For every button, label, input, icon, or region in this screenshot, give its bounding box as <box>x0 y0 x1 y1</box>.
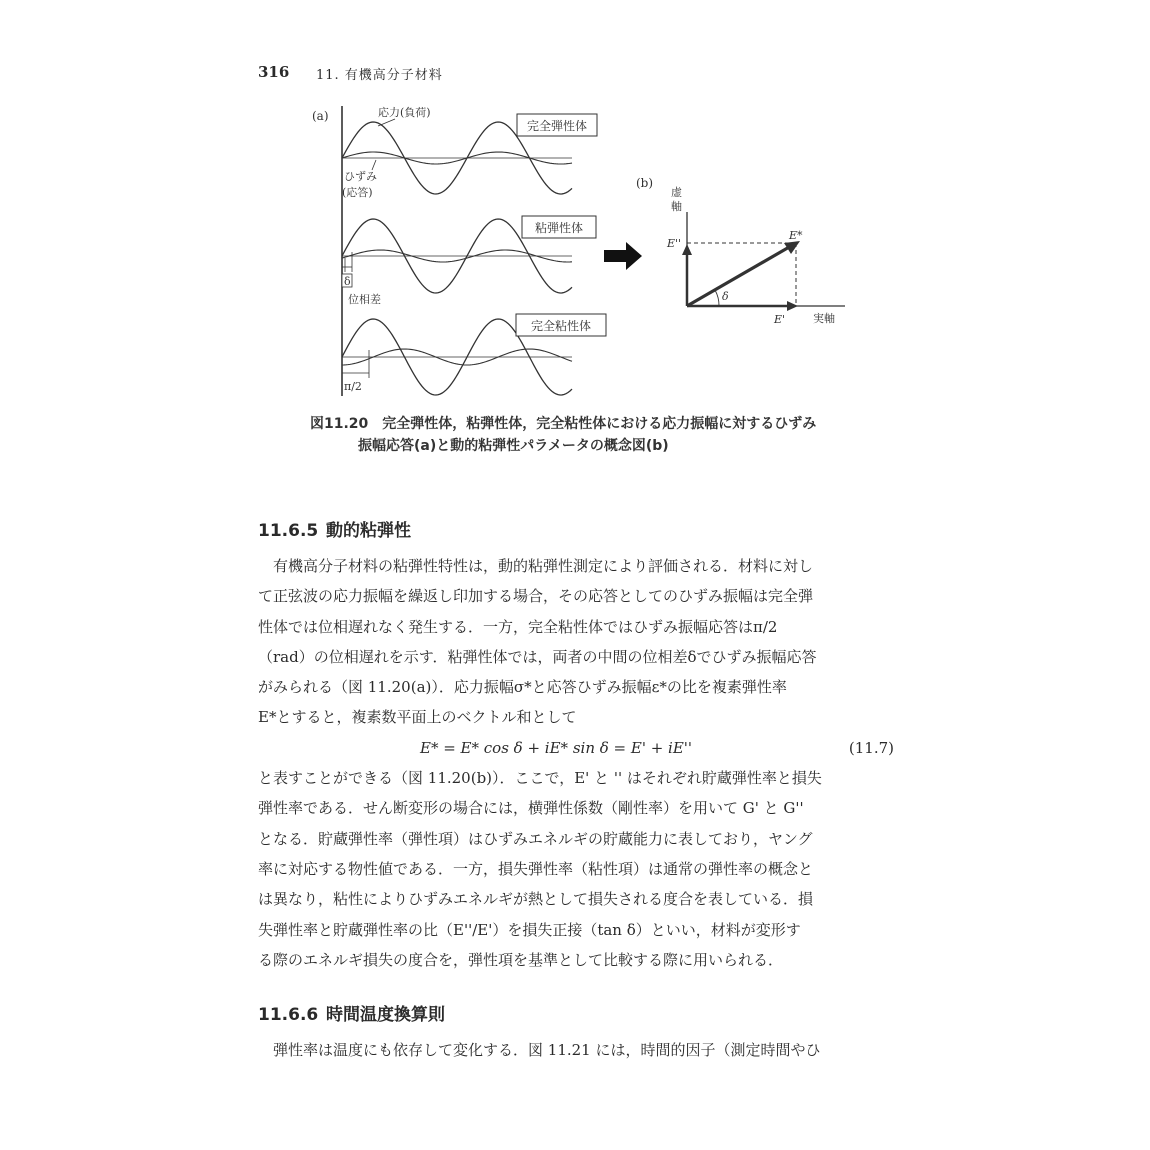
e-double-prime-label: E'' <box>667 237 682 250</box>
arrow-right-icon <box>604 242 642 270</box>
panel-a-label: (a) <box>312 109 329 123</box>
e-prime-label: E' <box>774 313 786 326</box>
label-viscoelastic: 粘弾性体 <box>534 221 584 235</box>
body-line: となる．貯蔵弾性率（弾性項）はひずみエネルギの貯蔵能力に表しており，ヤング <box>258 829 813 848</box>
e-star-label: E* <box>789 229 803 242</box>
section-11-6-6-body <box>258 1035 894 1065</box>
pi-half-label: π/2 <box>344 380 362 393</box>
section-heading-11-6-6 <box>258 1000 445 1025</box>
caption-line-2: 振幅応答(a)と動的粘弾性パラメータの概念図(b) <box>358 438 669 454</box>
imag-axis-label-1: 虚 <box>671 186 682 199</box>
delta-symbol-a: δ <box>344 275 351 288</box>
body-line: がみられる（図 11.20(a)）．応力振幅σ*と応答ひずみ振幅ε*の比を複素弾性率 <box>258 678 787 697</box>
section-title: 時間温度換算則 <box>326 1005 445 1025</box>
delta-symbol-b: δ <box>722 290 729 303</box>
page-number: 316 <box>258 63 290 81</box>
equation: E* = E* cos δ + iE* sin δ = E' + iE'' <box>420 738 693 757</box>
body-line: E*とすると，複素数平面上のベクトル和として <box>258 708 577 727</box>
section-number: 11.6.5 <box>258 521 319 541</box>
panel-b-label: (b) <box>636 176 654 190</box>
body-line: は異なり，粘性によりひずみエネルギが熱として損失される度合を表している．損 <box>258 890 814 909</box>
label-perfectly-elastic: 完全弾性体 <box>526 119 588 133</box>
section-11-6-5-body <box>258 551 894 975</box>
imag-axis-label-2: 軸 <box>671 200 682 213</box>
body-line: る際のエネルギ損失の度合を，弾性項を基準として比較する際に用いられる． <box>258 950 784 969</box>
equation-row <box>258 733 894 763</box>
stress-label: 応力(負荷) <box>378 106 431 119</box>
label-perfectly-viscous: 完全粘性体 <box>530 319 592 333</box>
figure-11-20 <box>300 100 860 405</box>
section-number: 11.6.6 <box>258 1005 319 1025</box>
body-line: 有機高分子材料の粘弾性特性は，動的粘弾性測定により評価される．材料に対し <box>258 557 814 575</box>
equation-number: (11.7) <box>848 738 894 757</box>
body-line: と表すことができる（図 11.20(b)）．ここで，E' と '' はそれぞれ貯蔵弾性率と損失 <box>258 769 822 788</box>
figure-caption <box>310 413 870 457</box>
strain-label: ひずみ <box>344 170 377 183</box>
real-axis-label: 実軸 <box>813 312 835 325</box>
response-label: (応答) <box>342 186 373 199</box>
body-line: 性体では位相遅れなく発生する．一方，完全粘性体ではひずみ振幅応答はπ/2 <box>258 617 778 636</box>
complex-modulus-vector <box>687 246 791 306</box>
section-heading-11-6-5 <box>258 516 411 541</box>
body-line: 弾性率である．せん断変形の場合には，横弾性係数（剛性率）を用いて G' と G'' <box>258 799 804 818</box>
body-line: 失弾性率と貯蔵弾性率の比（E''/E'）を損失正接（tan δ）といい，材料が変形す <box>258 920 801 939</box>
body-line: て正弦波の応力振幅を繰返し印加する場合，その応答としてのひずみ振幅は完全弾 <box>258 587 814 606</box>
caption-line-1: 図11.20 完全弾性体，粘弾性体，完全粘性体における応力振幅に対するひずみ <box>310 416 817 432</box>
running-header: 11. 有機高分子材料 <box>316 68 443 83</box>
phase-difference-label: 位相差 <box>348 293 381 306</box>
section-title: 動的粘弾性 <box>326 521 411 541</box>
body-line: 率に対応する物性値である．一方，損失弾性率（粘性項）は通常の弾性率の概念と <box>258 859 814 878</box>
body-line: 弾性率は温度にも依存して変化する．図 11.21 には，時間的因子（測定時間やひ <box>258 1041 821 1059</box>
body-line: （rad）の位相遅れを示す．粘弾性体では，両者の中間の位相差δでひずみ振幅応答 <box>258 647 817 666</box>
